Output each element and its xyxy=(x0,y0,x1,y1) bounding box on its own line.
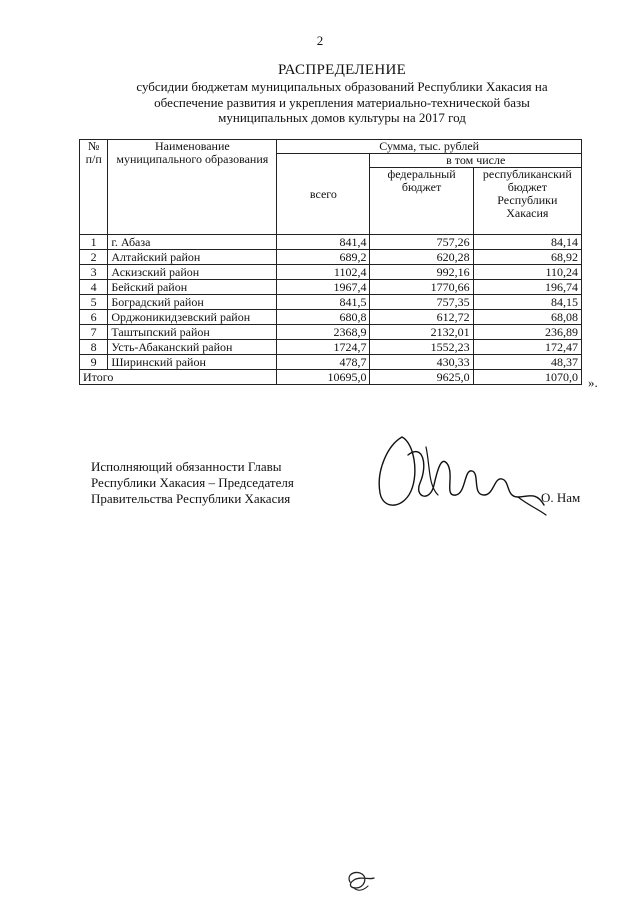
table-row xyxy=(80,310,582,325)
header-number: № п/п xyxy=(80,140,108,235)
row-republic: 84,14 xyxy=(473,235,581,250)
totals-federal: 9625,0 xyxy=(370,370,473,385)
row-number: 6 xyxy=(80,310,108,325)
subtitle-line: субсидии бюджетам муниципальных образований Республики Хакасия на xyxy=(136,79,548,94)
header-municipality: Наименование муниципального образования xyxy=(108,140,277,235)
row-number: 9 xyxy=(80,355,108,370)
table-row xyxy=(80,280,582,295)
row-federal: 1552,23 xyxy=(370,340,473,355)
row-republic: 236,89 xyxy=(473,325,581,340)
row-number: 8 xyxy=(80,340,108,355)
row-total: 1102,4 xyxy=(277,265,370,280)
row-total: 1967,4 xyxy=(277,280,370,295)
subtitle-line: обеспечение развития и укрепления материально-технической базы xyxy=(154,94,530,110)
row-republic: 48,37 xyxy=(473,355,581,370)
signatory-line: Исполняющий обязанности Главы xyxy=(91,459,282,474)
row-number: 5 xyxy=(80,295,108,310)
row-republic: 172,47 xyxy=(473,340,581,355)
row-name: Боградский район xyxy=(108,295,277,310)
subtitle-line: муниципальных домов культуры на 2017 год xyxy=(218,110,466,125)
row-name: Аскизский район xyxy=(108,265,277,280)
row-federal: 757,35 xyxy=(370,295,473,310)
header-republic: республиканский бюджет Республики Хакасия xyxy=(473,168,581,235)
row-total: 841,5 xyxy=(277,295,370,310)
table-row xyxy=(80,295,582,310)
header-federal: федеральный бюджет xyxy=(370,168,473,235)
row-federal: 992,16 xyxy=(370,265,473,280)
table-row xyxy=(80,235,582,250)
document-subtitle xyxy=(80,79,604,126)
row-number: 4 xyxy=(80,280,108,295)
row-number: 3 xyxy=(80,265,108,280)
row-total: 841,4 xyxy=(277,235,370,250)
row-federal: 757,26 xyxy=(370,235,473,250)
totals-row xyxy=(80,370,582,385)
table-row xyxy=(80,325,582,340)
document-title: РАСПРЕДЕЛЕНИЕ xyxy=(277,62,407,78)
row-total: 2368,9 xyxy=(277,325,370,340)
row-total: 680,8 xyxy=(277,310,370,325)
row-number: 1 xyxy=(80,235,108,250)
row-federal: 1770,66 xyxy=(370,280,473,295)
row-total: 1724,7 xyxy=(277,340,370,355)
row-number: 2 xyxy=(80,250,108,265)
row-total: 689,2 xyxy=(277,250,370,265)
row-republic: 68,92 xyxy=(473,250,581,265)
row-number: 7 xyxy=(80,325,108,340)
handwritten-signature xyxy=(368,425,548,520)
signer-name: О. Нам xyxy=(541,490,581,505)
row-name: Бейский район xyxy=(108,280,277,295)
signatory-line: Правительства Республики Хакасия xyxy=(91,491,291,506)
row-name: Алтайский район xyxy=(108,250,277,265)
row-republic: 196,74 xyxy=(473,280,581,295)
row-name: Орджоникидзевский район xyxy=(108,310,277,325)
table-body xyxy=(80,235,582,385)
row-name: Усть-Абаканский район xyxy=(108,340,277,355)
row-federal: 430,33 xyxy=(370,355,473,370)
totals-total: 10695,0 xyxy=(277,370,370,385)
totals-republic: 1070,0 xyxy=(473,370,581,385)
row-republic: 110,24 xyxy=(473,265,581,280)
row-republic: 68,08 xyxy=(473,310,581,325)
handwritten-initial-mark xyxy=(340,866,380,894)
row-name: Ширинский район xyxy=(108,355,277,370)
row-republic: 84,15 xyxy=(473,295,581,310)
totals-label: Итого xyxy=(80,370,277,385)
row-federal: 620,28 xyxy=(370,250,473,265)
row-federal: 612,72 xyxy=(370,310,473,325)
distribution-table xyxy=(79,139,582,385)
signatory-position xyxy=(91,459,294,507)
header-total: всего xyxy=(277,154,370,235)
row-name: г. Абаза xyxy=(108,235,277,250)
header-including: в том числе xyxy=(370,154,582,168)
row-federal: 2132,01 xyxy=(370,325,473,340)
row-total: 478,7 xyxy=(277,355,370,370)
header-sum: Сумма, тыс. рублей xyxy=(277,140,582,154)
table-row xyxy=(80,355,582,370)
page-number: 2 xyxy=(316,33,324,48)
table-row xyxy=(80,340,582,355)
table-row xyxy=(80,265,582,280)
signatory-line: Республики Хакасия – Председателя xyxy=(91,475,294,490)
closing-quote: ». xyxy=(588,375,598,390)
table-row xyxy=(80,250,582,265)
row-name: Таштыпский район xyxy=(108,325,277,340)
